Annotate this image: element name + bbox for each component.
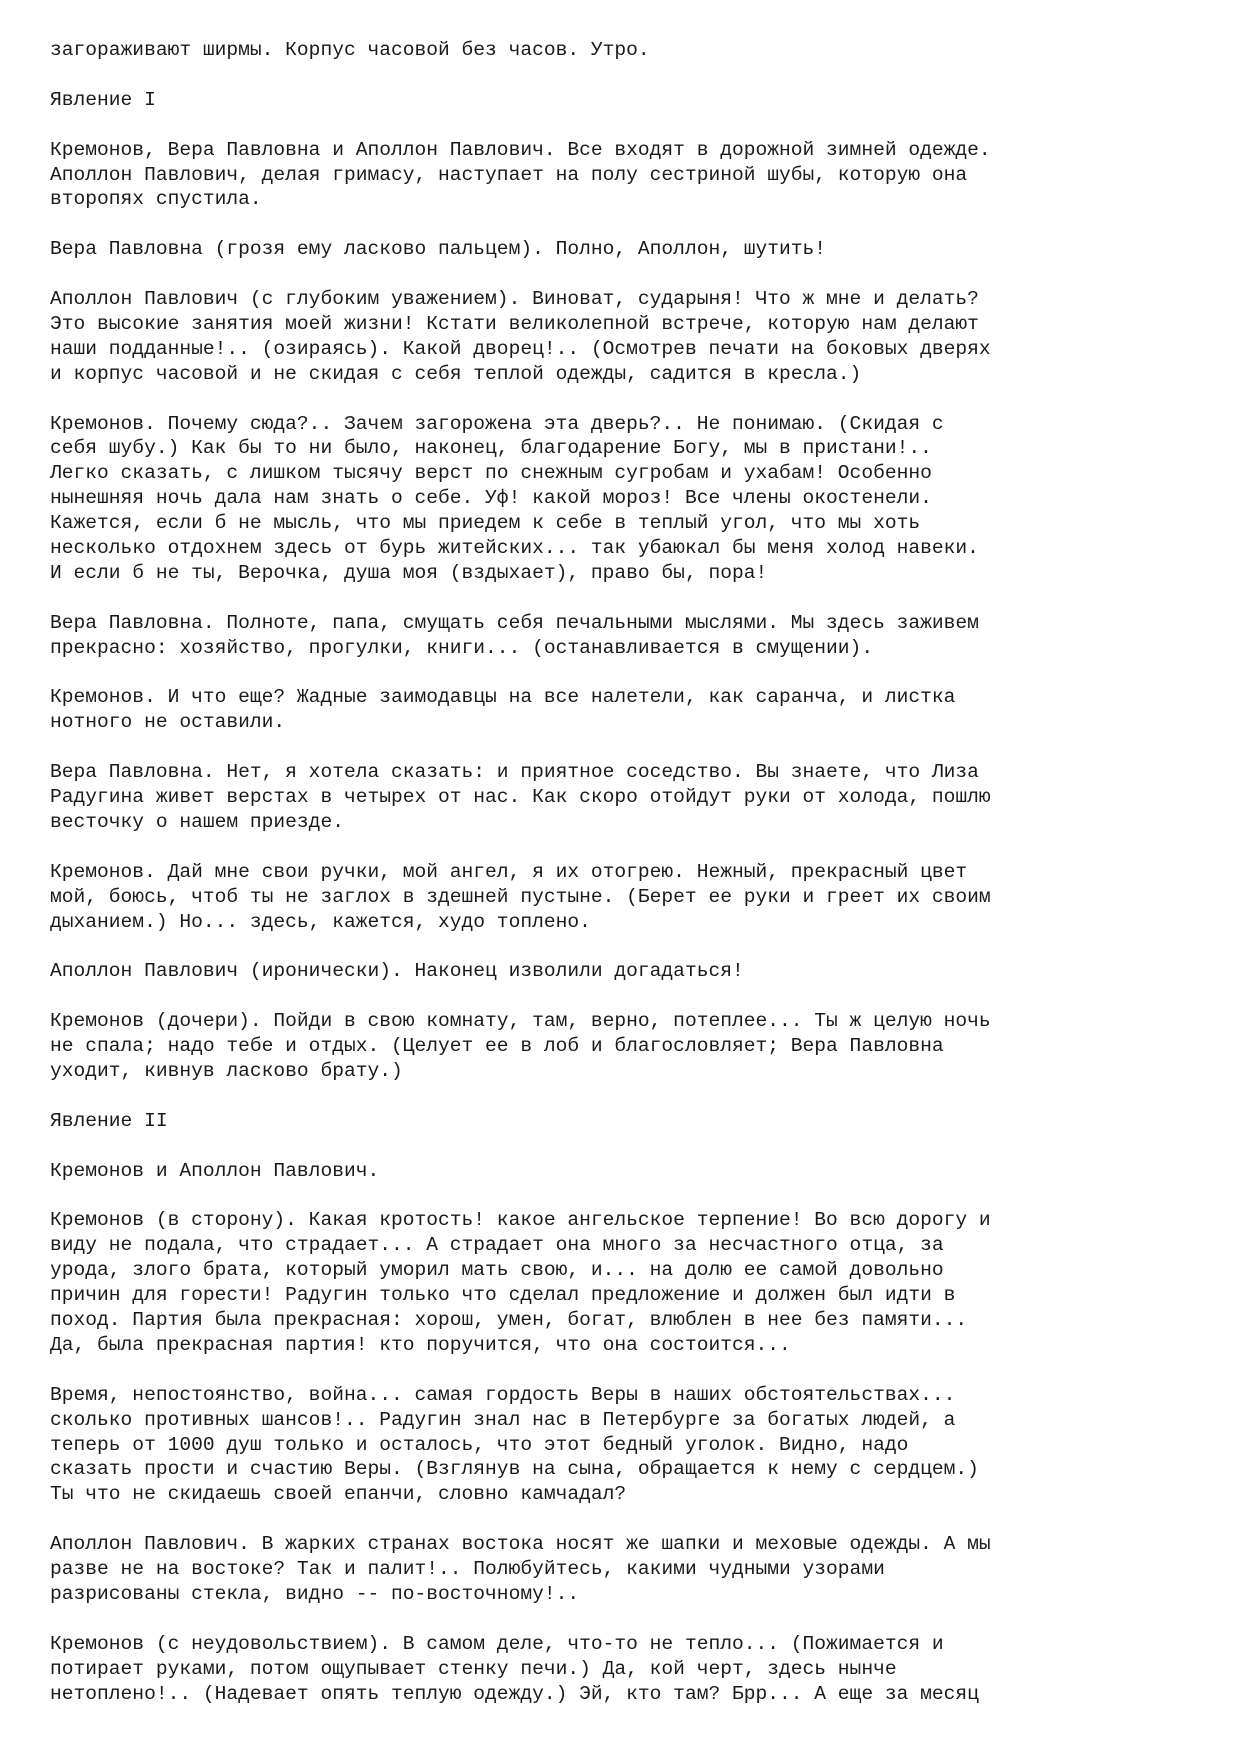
text-line: поход. Партия была прекрасная: хорош, умен, богат, влюблен в нее без памяти... bbox=[50, 1309, 968, 1331]
paragraph bbox=[50, 412, 1200, 586]
text-line: Аполлон Павлович, делая гримасу, наступает на полу сестриной шубы, которую она bbox=[50, 163, 968, 186]
text-line: сколько противных шансов!.. Радугин знал нас в Петербурге за богатых людей, а bbox=[50, 1408, 956, 1431]
text-line: Кремонов и Аполлон Павлович. bbox=[50, 1159, 380, 1182]
text-line: несколько отдохнем здесь от бурь житейских... так убаюкал бы меня холод навеки. bbox=[50, 537, 979, 560]
document-page bbox=[50, 38, 1200, 1731]
paragraph bbox=[50, 237, 1200, 262]
text-line: сказать прости и счастию Веры. (Взглянув на сына, обращается к нему с сердцем.) bbox=[50, 1458, 979, 1481]
text-line: Кремонов. Почему сюда?.. Зачем загорожена эта дверь?.. Не понимаю. (Скидая с bbox=[50, 412, 944, 435]
text-line: Кажется, если б не мысль, что мы приедем к себе в теплый угол, что мы хоть bbox=[50, 512, 921, 535]
text-line: Аполлон Павлович (с глубоким уважением). Виноват, сударыня! Что ж мне и делать? bbox=[50, 288, 979, 310]
text-line: весточку о нашем приезде. bbox=[50, 810, 344, 833]
text-line: урода, злого брата, который уморил мать свою, и... на долю ее самой довольно bbox=[50, 1259, 944, 1282]
text-line: нынешняя ночь дала нам знать о себе. Уф! какой мороз! Все члены окостенели. bbox=[50, 487, 932, 510]
text-line: Кремонов (дочери). Пойди в свою комнату, там, верно, потеплее... Ты ж целую ночь bbox=[50, 1010, 991, 1033]
text-line: теперь от 1000 душ только и осталось, что этот бедный уголок. Видно, надо bbox=[50, 1433, 909, 1456]
paragraph bbox=[50, 959, 1200, 984]
text-line: Аполлон Павлович. В жарких странах востока носят же шапки и меховые одежды. А мы bbox=[50, 1533, 991, 1556]
text-line: нотного не оставили. bbox=[50, 711, 286, 734]
text-line: уходит, кивнув ласково брату.) bbox=[50, 1059, 403, 1082]
paragraph bbox=[50, 38, 1200, 63]
text-line: дыханием.) Но... здесь, кажется, худо топлено. bbox=[50, 910, 591, 933]
text-line: И если б не ты, Верочка, душа моя (вздыхает), право бы, пора! bbox=[50, 561, 768, 584]
paragraph bbox=[50, 1109, 1200, 1134]
text-line: Кремонов (в сторону). Какая кротость! какое ангельское терпение! Во всю дорогу и bbox=[50, 1209, 991, 1232]
text-line: не спала; надо тебе и отдых. (Целует ее в лоб и благословляет; Вера Павловна bbox=[50, 1035, 944, 1058]
text-line: Это высокие занятия моей жизни! Кстати великолепной встрече, которую нам делают bbox=[50, 312, 979, 335]
text-line: потирает руками, потом ощупывает стенку печи.) Да, кой черт, здесь нынче bbox=[50, 1657, 897, 1680]
text-line: себя шубу.) Как бы то ни было, наконец, благодарение Богу, мы в пристани!.. bbox=[50, 437, 932, 460]
text-line: Кремонов, Вера Павловна и Аполлон Павлович. Все входят в дорожной зимней одежде. bbox=[50, 138, 991, 161]
text-line: второпях спустила. bbox=[50, 188, 262, 211]
text-line: Радугина живет верстах в четырех от нас. Как скоро отойдут руки от холода, пошлю bbox=[50, 786, 991, 809]
text-line: Вера Павловна. Нет, я хотела сказать: и приятное соседство. Вы знаете, что Лиза bbox=[50, 761, 979, 784]
text-line: причин для горести! Радугин только что сделал предложение и должен был идти в bbox=[50, 1284, 956, 1307]
text-line: наши подданные!.. (озираясь). Какой дворец!.. (Осмотрев печати на боковых дверях bbox=[50, 337, 991, 360]
text-line: мой, боюсь, чтоб ты не заглох в здешней пустыне. (Берет ее руки и греет их своим bbox=[50, 885, 991, 908]
text-line: разрисованы стекла, видно -- по-восточному!.. bbox=[50, 1582, 580, 1605]
paragraph bbox=[50, 88, 1200, 113]
text-line: Вера Павловна. Полноте, папа, смущать себя печальными мыслями. Мы здесь заживем bbox=[50, 611, 979, 634]
paragraph bbox=[50, 611, 1200, 661]
text-line: Ты что не скидаешь своей епанчи, словно камчадал? bbox=[50, 1483, 627, 1506]
paragraph bbox=[50, 287, 1200, 387]
text-line: Вера Павловна (грозя ему ласково пальцем). Полно, Аполлон, шутить! bbox=[50, 238, 827, 261]
paragraph bbox=[50, 1632, 1200, 1707]
text-line: Кремонов (с неудовольствием). В самом деле, что-то не тепло... (Пожимается и bbox=[50, 1632, 944, 1655]
paragraph bbox=[50, 1208, 1200, 1357]
text-line: Кремонов. Дай мне свои ручки, мой ангел, я их отогрею. Нежный, прекрасный цвет bbox=[50, 860, 968, 883]
text-line: разве не на востоке? Так и палит!.. Полюбуйтесь, какими чудными узорами bbox=[50, 1558, 885, 1581]
paragraph bbox=[50, 860, 1200, 935]
paragraph bbox=[50, 1009, 1200, 1084]
text-line: виду не подала, что страдает... А страдает она много за несчастного отца, за bbox=[50, 1234, 944, 1257]
text-line: Кремонов. И что еще? Жадные заимодавцы на все налетели, как саранча, и листка bbox=[50, 686, 956, 709]
text-line: и корпус часовой и не скидая с себя теплой одежды, садится в кресла.) bbox=[50, 362, 862, 385]
paragraph bbox=[50, 138, 1200, 213]
text-line: Явление I bbox=[50, 88, 156, 111]
text-line: Легко сказать, с лишком тысячу верст по снежным сугробам и ухабам! Особенно bbox=[50, 462, 932, 485]
paragraph bbox=[50, 1159, 1200, 1184]
text-line: Да, была прекрасная партия! кто поручится, что она состоится... bbox=[50, 1333, 791, 1356]
paragraph bbox=[50, 760, 1200, 835]
paragraph bbox=[50, 1532, 1200, 1607]
text-line: Аполлон Павлович (иронически). Наконец изволили догадаться! bbox=[50, 960, 744, 983]
text-line: нетоплено!.. (Надевает опять теплую одежду.) Эй, кто там? Брр... А еще за месяц bbox=[50, 1682, 979, 1705]
paragraph bbox=[50, 1383, 1200, 1508]
paragraph bbox=[50, 685, 1200, 735]
text-line: Время, непостоянство, война... самая гордость Веры в наших обстоятельствах... bbox=[50, 1383, 956, 1406]
text-line: Явление II bbox=[50, 1109, 168, 1132]
text-line: загораживают ширмы. Корпус часовой без часов. Утро. bbox=[50, 39, 650, 61]
text-line: прекрасно: хозяйство, прогулки, книги... (останавливается в смущении). bbox=[50, 636, 874, 659]
